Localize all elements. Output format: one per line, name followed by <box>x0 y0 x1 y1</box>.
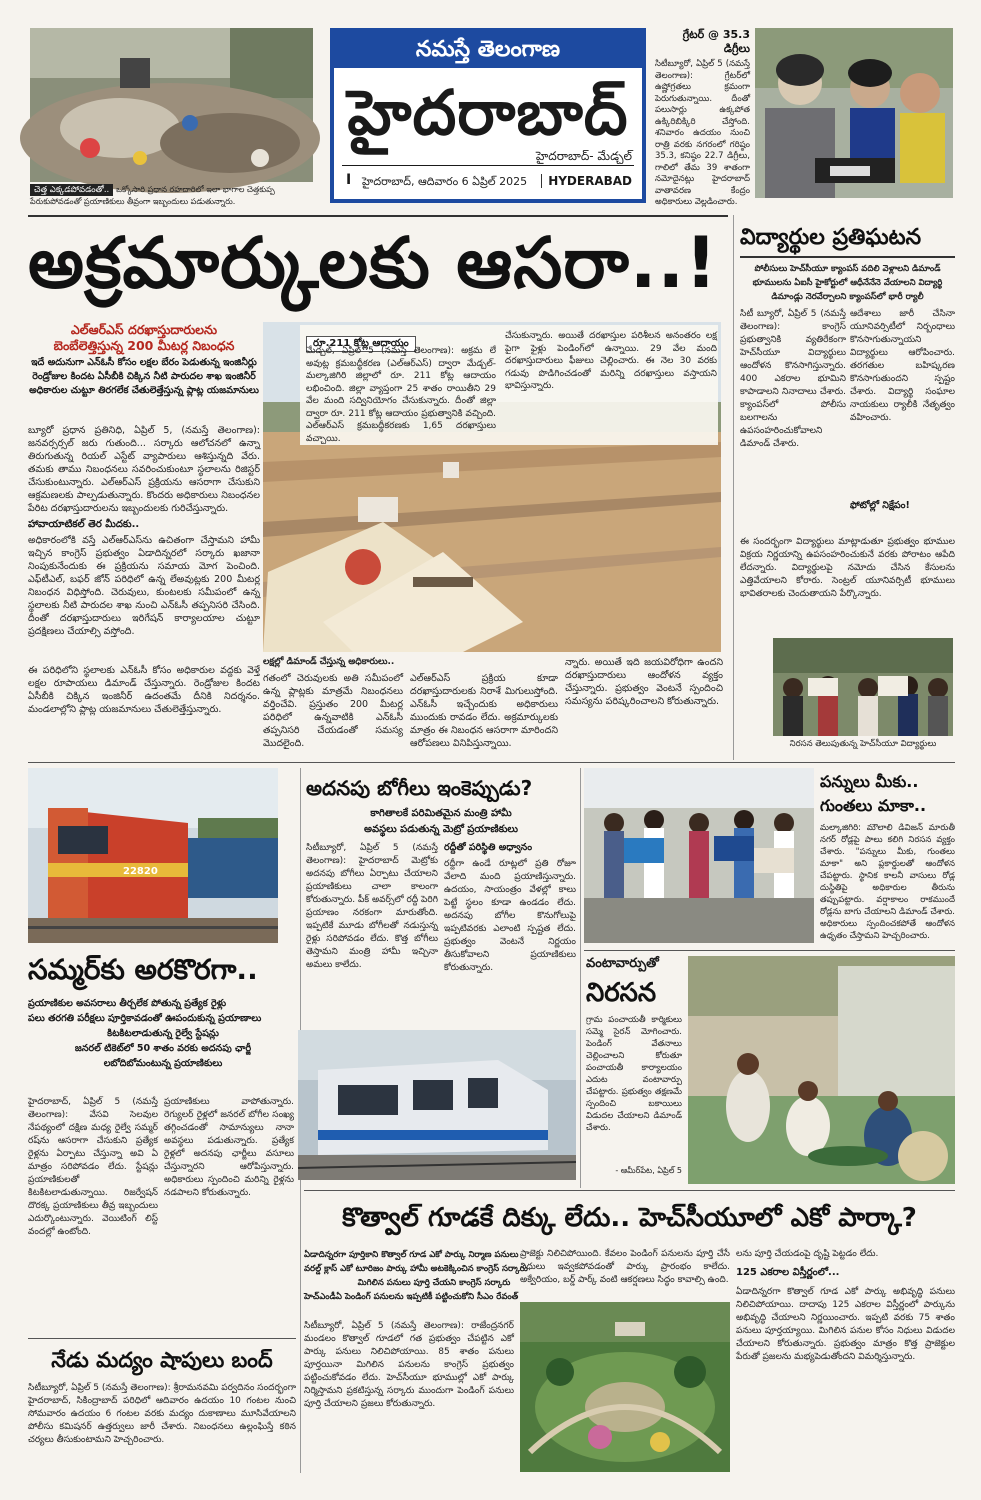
protest-headline-1: పన్నులు మీకు.. <box>820 772 919 791</box>
park-text-right: లను పూర్తి చేయడంపై దృష్టి పెట్టడం లేదు. <box>736 1249 879 1259</box>
students-photo-caption: నిరసన తెలుపుతున్న హెచ్‌సీయూ విద్యార్థులు <box>789 739 937 749</box>
bike-riders-photo <box>755 28 953 198</box>
city-english: HYDERABAD <box>541 174 632 188</box>
liquor-headline: నేడు మద్యం షాపులు బంద్ <box>51 1348 273 1372</box>
metro-subhead: రద్దీతో పరిస్థితి అధ్వానం <box>444 842 533 853</box>
students-text-right: ఆదేశాలు జారీ చేసినా యూనివర్సిటీలో నిర్బంధాలు కొనసాగుతున్నాయని విద్యార్థులు ఆరోపించారు. తరగతుల బహిష్కరణ కొనసాగుతుందని స్పష్టం చేశారు. విద్యార్థి సంఘాల నాయకులు ర్యాలీకి నేతృత్వం వహించారు. <box>850 309 955 423</box>
lead-col3-top: చేసుకున్నారు. అయితే దరఖాస్తుల పరిశీలన అనంతరం లక్ష పైగా ఫైళ్లు పెండింగ్‌లో ఉన్నాయి. 29 వేల మంది దరఖాస్తుదారులు ఫీజులు చెల్లించారు. ఈ నెల 30 వరకు గడువు పొడిగించడంతో మరిన్ని దరఖాస్తులు వస్తాయని భావిస్తున్నారు. <box>505 331 717 391</box>
students-protest-photo <box>773 638 953 736</box>
lead-col2-bottom: ఎల్ఆర్ఎస్ ప్రక్రియ కూడా దరఖాస్తుదారులకు నిరాశే మిగులుస్తోంది. ఎన్ఓసీ ఇచ్చేందుకు అధికారులు ముందుకు రావడం లేదు. అక్రమార్కులకు మాత్రం ఈ నిబంధన ఆసరాగా మారిందని ఆరోపణలు వినిపిస్తున్నాయి. <box>410 673 558 749</box>
metro-headline: అదనపు బోగీలు ఇంకెప్పుడు? <box>306 776 533 800</box>
park-text-mid: ప్రాజెక్టు నిలిచిపోయింది. కేవలం పెండింగ్ పనులను పూర్తి చేసే నిధులు ఇవ్వకపోవడంతో పార్కు ప్రారంభం కాలేదు. అక్వేరియం, బర్డ్ పార్క్ వంటి ఆకర్షణలు సిద్ధం కావాల్సి ఉంది. <box>520 1249 730 1285</box>
metro-text-left: సిటీబ్యూరో, ఏప్రిల్ 5 (నమస్తే తెలంగాణ): హైదరాబాద్ మెట్రోకు అదనపు బోగీలు ఏర్పాటు చేయాలని ప్రయాణికులు చాలా కాలంగా కోరుతున్నారు. పీక్ అవర్స్‌లో రద్దీ పెరిగి ప్రయాణం నరకంగా మారుతోంది. ఇప్పటికే మూడు బోగీలతో నడుస్తున్న రైళ్లు సరిపోవడం లేదు. కొత్త బోగీలు తెస్తామని మంత్రి హామీ ఇచ్చినా అమలు కాలేదు. <box>306 843 439 970</box>
train-text-left: హైదరాబాద్, ఏప్రిల్ 5 (నమస్తే తెలంగాణ): వేసవి సెలవుల నేపథ్యంలో దక్షిణ మధ్య రైల్వే సమ్మర్ రష్‌ను ఆసరాగా చేసుకుని ప్రత్యేక రైళ్లను ఏర్పాటు చేస్తున్నా అవి ఏ మాత్రం సరిపోవడం లేదు. స్టేషన్లు ప్రయాణికులతో కిటకిటలాడుతున్నాయి. రిజర్వేషన్ దొరక్క ప్రయాణికులు తీవ్ర ఇబ్బందులు ఎదుర్కొంటున్నారు. వెయిటింగ్ లిస్ట్ వందల్లో ఉంటోంది. <box>28 1097 158 1237</box>
metro-train-photo <box>298 1030 576 1180</box>
masthead-city-title: హైదరాబాద్ <box>347 76 629 149</box>
lead-deck: ఎల్ఆర్ఎస్ దరఖాస్తుదారులను బెంబేలెత్తిస్తున్న 200 మీటర్ల నిబంధన ఇదే అదునుగా ఎన్ఓసీ కోసం లక్షల బేరం పెడుతున్న ఇంజినీర్లు రెండ్రోజుల కిందట ఏసీబీకి చిక్కిన నీటి పారుదల శాఖ ఇంజినీర్ అధికారుల చుట్టూ తిరగలేక చేతులెత్తేస్తున్న ప్లాట్ల యజమానులు <box>29 322 259 396</box>
cooking-head-small: వంటావార్పుతో <box>586 956 659 971</box>
students-deck: పోలీసులు హెచ్‌సీయూ క్యాంపస్ వదిలి వెళ్లాలని డిమాండ్ భూములను ఏఐసీ హైకోర్టులో ఆధీనేనేనె వేయాలని విద్యార్థి డిమాండ్లు నెరవేర్చాలని క్యాంపస్‌లో భారీ ర్యాలీ <box>752 264 943 302</box>
lead-photo-caption: లక్షల్లో డిమాండ్ చేస్తున్న అధికారులు.. <box>263 657 395 667</box>
lead-para3: ఈ పరిధిలోని స్థలాలకు ఎన్ఓసీ కోసం అధికారుల వద్దకు వెళ్తే లక్షల రూపాయలు డిమాండ్ చేస్తున్నారు. రెండ్రోజుల కిందట ఏసీబీకి చిక్కిన ఇంజినీర్ ఉదంతమే దీనికి నిదర్శనం. మండలాల్లోని ప్లాట్ల యజమానులు చేతులెత్తేస్తున్నారు. <box>28 665 260 715</box>
garbage-photo <box>30 28 313 182</box>
garbage-photo-caption: చెత్త ఎక్కడపోవడంతో.. ఒక్కోసారి ప్రధాన రహదారిలో ఇలా భాగాల చెత్తకుప్ప పేరుకుపోవడంతో ప్రయాణికులు తీవ్రంగా ఇబ్బందులు పడుతున్నారు. <box>30 185 275 206</box>
lead-para2: అధికారంలోకి వస్తే ఎల్ఆర్ఎస్‌ను ఉచితంగా చేస్తామని హామీ ఇచ్చిన కాంగ్రెస్ ప్రభుత్వం ఏడాదిన్నరలో సర్కారు ఖజానా నింపుకునేందుకు ఈ ప్రక్రియను సమాయ మోగ పెంచింది. ఎఫ్‌టీఎల్, బఫర్ జోన్ పరిధిలో ఉన్న లేఅవుట్లకు 200 మీటర్ల నిబంధన విధిస్తోంది. చెరువులు, కుంటలకు సమీపంలో ఉన్న స్థలాలకు నీటి పారుదల శాఖ నుంచి ఎన్ఓసీ తప్పనిసరి చేసింది. దీంతో దరఖాస్తుదారులు ఇరిగేషన్ కార్యాలయాల చుట్టూ ప్రదక్షిణలు చేయాల్సి వస్తోంది. <box>28 535 260 637</box>
lead-para1: బ్యూరో ప్రధాన ప్రతినిధి, ఏప్రిల్ 5, (నమస్తే తెలంగాణ): జనవర్సర్సల్ జరు గుతుంది... సర్కారు ఆలోచనలో ఉన్నా తిరుగుతున్న రియల్ ఎస్టేట్ వ్యాపారులు ఆశిస్తున్నది వేరు. తమకు తాము నిబంధనలు సవరించుకుంటూ స్థలాలను రిజిస్టర్ చేసుకుంటున్నారు. ఎల్ఆర్ఎస్ ప్రక్రియను ఆసరాగా చేసుకుని ఆక్రమణలకు పాల్పడుతున్నారు. కొందరు అధికారులు నిబంధనల పేరిట దరఖాస్తుదారులను ఇబ్బందులకు గురిచేస్తున్నారు. <box>28 425 260 514</box>
lead-col3-bottom: న్నారు. అయితే ఇది జయవిరోధిగా ఉందని దరఖాస్తుదారులు ఆందోళన వ్యక్తం చేస్తున్నారు. ప్రభుత్వం వెంటనే స్పందించి సమస్యను పరిష్కరించాలని కోరుతున్నారు. <box>565 657 723 707</box>
students-subhead: ఫోటోల్లో నిక్షేపం! <box>850 500 910 511</box>
metro-text-right: రద్దీగా ఉండే రూట్లలో ప్రతి రోజూ వేలాది మంది ప్రయాణిస్తున్నారు. ఉదయం, సాయంత్రం వేళల్లో కాలు పెట్టే స్థలం కూడా ఉండడం లేదు. అదనపు బోగీల కొనుగోలుపై ఇప్పటివరకు ఎలాంటి స్పష్టత లేదు. ప్రభుత్వం వెంటనే నిర్ణయం తీసుకోవాలని ప్రయాణికులు కోరుతున్నారు. <box>444 859 576 973</box>
students-text-left: సిటీ బ్యూరో, ఏప్రిల్ 5 (నమస్తే తెలంగాణ): కాంగ్రెస్ ప్రభుత్వానికి వ్యతిరేకంగా హెచ్‌సీయూ విద్యార్థులు ఆందోళన కొనసాగిస్తున్నారు. 400 ఎకరాల భూమిని కాపాడాలని నినాదాలు చేశారు. క్యాంపస్‌లో పోలీసు బలగాలను ఉపసంహరించుకోవాలని డిమాండ్ చేశారు. <box>740 309 846 449</box>
lead-headline: అక్రమార్కులకు ఆసరా..! <box>28 222 718 304</box>
roads-protest-photo <box>584 768 814 943</box>
weather-title: గ్రేటర్ @ 35.3 డిగ్రీలు <box>682 28 750 55</box>
park-subhead: 125 ఎకరాల విస్తీర్ణంలో... <box>736 1267 840 1278</box>
train-deck: ప్రయాణికుల అవసరాలు తీర్చలేక పోతున్న ప్రత్యేక రైళ్లు పలు తరగతి పరీక్షలు పూర్తికావడంతో ఊపందుకున్న ప్రయాణాలు కిటకిటలాడుతున్న రైల్వే స్టేషన్లు జనరల్ టికెట్‌లో 50 శాతం వరకు అదనపు ఛార్జీ లబోదిబోమంటున్న ప్రయాణికులు <box>28 998 262 1069</box>
train-headline: సమ్మర్‌కు అరకొరగా.. <box>28 953 258 986</box>
train-photo <box>28 768 278 943</box>
park-text-right2: ఏడాదిన్నరగా కొత్వాల్ గూడ ఎకో పార్కు అభివృద్ధి పనులు నిలిచిపోయాయి. దాదాపు 125 ఎకరాల విస్తీర్ణంలో పార్కును అభివృద్ధి చేయాలని నిర్ణయించారు. ఇప్పటి వరకు 75 శాతం పనులు పూర్తయ్యాయి. మిగిలిన పనుల కోసం నిధులు విడుదల చేయాలని కోరుతున్నారు. ప్రభుత్వం మాత్రం కొత్త ప్రాజెక్టుల పేరుతో ప్రజలను మభ్యపెడుతోందని విమర్శిస్తున్నారు. <box>736 1287 955 1362</box>
loco-number: 22820 <box>123 866 158 877</box>
masthead-top-line: నమస్తే తెలంగాణ <box>334 32 642 68</box>
train-text-right: ప్రయాణికులు వాపోతున్నారు. రెగ్యులర్ రైళ్లలో జనరల్ బోగీల సంఖ్య తగ్గించడంతో సామాన్యులు నానా అవస్థలు పడుతున్నారు. ప్రత్యేక రైళ్లలో అదనపు ఛార్జీలు వసూలు చేస్తున్నారని ఆరోపిస్తున్నారు. అధికారులు స్పందించి మరిన్ని రైళ్లను నడపాలని కోరుతున్నారు. <box>164 1097 294 1198</box>
cooking-dateline: - ఆమీర్‌పేట, ఏప్రిల్ 5 <box>615 1166 682 1175</box>
revenue-label: రూ.211 కోట్ల ఆదాయం <box>306 336 416 352</box>
cooking-head-big: నిరసన <box>586 978 657 1008</box>
students-headline: విద్యార్థుల ప్రతిఘటన <box>740 225 922 250</box>
park-text-left: సిటీబ్యూరో, ఏప్రిల్ 5 (నమస్తే తెలంగాణ): రాజేంద్రనగర్ మండలం కొత్వాల్ గూడలో గత ప్రభుత్వం చేపట్టిన ఎకో పార్కు పనులు నిలిచిపోయాయి. 85 శాతం పనులు పూర్తయినా మిగిలిన పనులను కాంగ్రెస్ ప్రభుత్వం పట్టించుకోవడం లేదు. హెచ్‌సీయూ భూముల్లో ఎకో పార్కు నిర్మిస్తామని ప్రకటిస్తున్న సర్కారు ముందుగా పెండింగ్ పనులు పూర్తి చేయాలని ప్రజలు కోరుతున్నారు. <box>304 1321 514 1409</box>
edition-marker: I <box>346 172 352 188</box>
weather-box: గ్రేటర్ @ 35.3 డిగ్రీలు సిటీబ్యూరో, ఏప్రిల్ 5 (నమస్తే తెలంగాణ): గ్రేటర్‌లో ఉష్ణోగ్రతలు క్రమంగా పెరుగుతున్నాయి. దీంతో పలుసార్లు ఉక్కపోత ఉక్కిరిబిక్కిరి చేస్తోంది. శనివారం ఉదయం నుంచి రాత్రి వరకు నగరంలో గరిష్ఠం 35.3, కనిష్ఠం 22.7 డిగ్రీలు, గాలిలో తేమ 39 శాతంగా నమోదైనట్లు హైదరాబాద్ వాతావరణ కేంద్రం అధికారులు వెల్లడించారు. <box>655 28 750 207</box>
masthead <box>330 28 646 203</box>
cooking-protest-photo <box>688 956 955 1184</box>
eco-park-aerial-photo <box>520 1302 730 1472</box>
metro-deck2: అవస్థలు పడుతున్న మెట్రో ప్రయాణికులు <box>364 824 518 835</box>
cooking-text: గ్రామ పంచాయతీ కార్మికులు సమ్మె సైరన్ మోగించారు. పెండింగ్ వేతనాలు చెల్లించాలని కోరుతూ పంచాయతీ కార్యాలయం ఎదుట వంటావార్పు చేపట్టారు. ప్రభుత్వం తక్షణమే స్పందించి బకాయిలు విడుదల చేయాలని డిమాండ్ చేశారు. <box>586 1015 682 1133</box>
date-line: హైదరాబాద్, ఆదివారం 6 ఏప్రిల్ 2025 <box>362 175 528 188</box>
metro-deck1: కాగితాలకే పరిమితమైన మంత్రి హామీ <box>370 808 512 819</box>
lead-subhead: హావాయాటికల్ తెర మీదకు.. <box>28 519 140 530</box>
lead-col1-bottom: గతంలో చెరువులకు అతి సమీపంలో ఉన్న ప్లాట్లకు మాత్రమే నిబంధనలు వర్తించేవి. ప్రస్తుతం 200 మీటర్ల పరిధిలో ఉన్నవాటికి ఎన్ఓసీ తప్పనిసరి చేయడంతో సమస్య మొదలైంది. <box>263 673 403 749</box>
masthead-sub-title: హైదరాబాద్- మేడ్చల్ <box>535 149 632 163</box>
revenue-text: మేడ్చల్, ఏప్రిల్ 5 (నమస్తే తెలంగాణ): అక్రమ లే అవుట్ల క్రమబద్ధీకరణ (ఎల్ఆర్ఎస్) ద్వారా మేడ్చల్-మల్కాజిగిరి జిల్లాలో రూ. 211 కోట్ల ఆదాయం లభించింది. జిల్లా వ్యాప్తంగా 25 శాతం రాయితీని 29 వేల మంది సద్వినియోగం చేసుకున్నారు. దీంతో జిల్లా ద్వారా రూ. 211 కోట్ల ఆదాయం ప్రభుత్వానికి వచ్చింది. ఎల్ఆర్ఎస్ క్రమబద్ధీకరణకు 1,65 దరఖాస్తులు వచ్చాయి. <box>306 346 496 444</box>
protest-text: మల్కాజిగిరి: మౌలాలి డివిజన్ మారుతీ నగర్ రోడ్లపై పాలు కలిగి నిరసన వ్యక్తం చేశారు. "పన్నులు మీకు, గుంతలు మాకా" అని ప్లకార్డులతో ఆందోళన చేపట్టారు. స్థానిక కాలనీ వాసులు రోడ్ల దుస్థితిపై అధికారుల తీరును తప్పుపట్టారు. వర్షాకాలం రాకముందే రోడ్లను బాగు చేయాలని డిమాండ్ చేశారు. అధికారులు స్పందించకపోతే ఆందోళన ఉధృతం చేస్తామని హెచ్చరించారు. <box>820 823 955 941</box>
liquor-text: సిటీబ్యూరో, ఏప్రిల్ 5 (నమస్తే తెలంగాణ): శ్రీరామనవమి పర్వదినం సందర్భంగా హైదరాబాద్, సికింద్రాబాద్ పరిధిలో ఆదివారం ఉదయం 10 గంటల నుంచి సోమవారం ఉదయం 6 గంటల వరకు మద్యం దుకాణాలు మూసివేయాలని పోలీసు కమిషనర్ ఉత్తర్వులు జారీ చేశారు. నిబంధనలు ఉల్లంఘిస్తే కఠిన చర్యలు తీసుకుంటామని హెచ్చరించారు. <box>28 1383 296 1445</box>
protest-headline-2: గుంతలు మాకా.. <box>820 796 927 815</box>
garbage-photo-tag: చెత్త ఎక్కడపోవడంతో.. <box>30 184 113 196</box>
park-headline: కొత్వాల్ గూడకే దిక్కు లేదు.. హెచ్‌సీయూలో ఎకో పార్కా? <box>342 1203 917 1233</box>
park-deck: ఏడాదిన్నరగా పూర్తికాని కొత్వాల్ గూడ ఎకో పార్కు నిర్మాణ పనులు వరల్డ్ క్లాస్ ఎకో టూరిజం పార్కు హామీ అటకెక్కించిన కాంగ్రెస్ సర్కారు మిగిలిన పనులు పూర్తి చేయని కాంగ్రెస్ సర్కారు హెచ్‌ఎండీఏ పెండింగ్ పనులను ఇప్పటికీ పట్టించుకోని సీఎం రేవంత్ <box>304 1250 528 1302</box>
students-text-bottom: ఈ సందర్భంగా విద్యార్థులు మాట్లాడుతూ ప్రభుత్వం భూముల విక్రయ నిర్ణయాన్ని ఉపసంహరించుకునే వరకు పోరాటం ఆపేది లేదన్నారు. విద్యార్థులపై నమోదు చేసిన కేసులను ఎత్తివేయాలని కోరారు. సెంట్రల్ యూనివర్సిటీ భూములు భావితరాలకు చెందుతాయని పేర్కొన్నారు. <box>740 537 955 599</box>
